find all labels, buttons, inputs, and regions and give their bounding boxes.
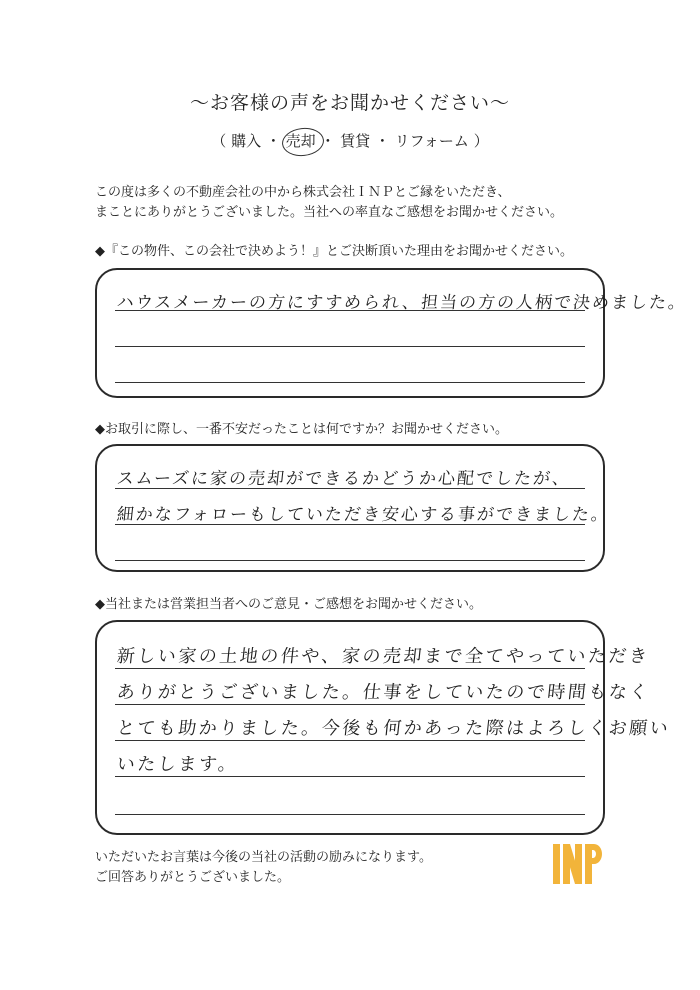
answer-rule (115, 776, 585, 777)
handwritten-answer-line: いたします。 (115, 754, 240, 775)
answer-rule (115, 560, 585, 561)
intro-text (95, 183, 563, 223)
intro-line-1: この度は多くの不動産会社の中から株式会社ＩＮＰとご縁をいただき、 (95, 185, 511, 200)
intro-line-2: まことにありがとうございました。当社への率直なご感想をお聞かせください。 (95, 205, 564, 220)
question-1-prompt: ◆『この物件、この会社で決めよう！』とご決断頂いた理由をお聞かせください。 (95, 244, 573, 259)
question-3-prompt: ◆当社または営業担当者へのご意見・ご感想をお聞かせください。 (95, 597, 482, 612)
answer-rule (115, 382, 585, 383)
answer-rule (115, 668, 585, 669)
question-2-answer-box (95, 444, 611, 572)
category-options: （ 購入 ・ 売却 ・ 賃貸 ・ リフォーム ） (211, 132, 489, 150)
handwritten-answer-line: 新しい家の土地の件や、家の売却まで全てやっていただき (115, 646, 651, 667)
handwritten-answer-line: スムーズに家の売却ができるかどうか心配でしたが、 (115, 469, 573, 489)
question-2-prompt: ◆お取引に際し、一番不安だったことは何ですか？お聞かせください。 (95, 422, 508, 437)
inp-logo (552, 840, 602, 888)
answer-rule (115, 346, 585, 347)
handwritten-answer-line: ハウスメーカーの方にすすめられ、担当の方の人柄で決めました。 (115, 293, 689, 313)
footer-text (95, 848, 432, 888)
handwritten-answer-line: 細かなフォローもしていただき安心する事ができました。 (115, 505, 611, 525)
footer-line-2: ご回答ありがとうございました。 (95, 870, 291, 885)
handwritten-answer-line: とても助かりました。今後も何かあった際はよろしくお願い (115, 718, 672, 739)
handwritten-answer-line: ありがとうございました。仕事をしていたので時間もなく (115, 682, 651, 703)
question-1-answer-box (95, 268, 689, 398)
answer-rule (115, 740, 585, 741)
footer-line-1: いただいたお言葉は今後の当社の活動の励みになります。 (95, 850, 432, 865)
question-3-answer-box (95, 620, 672, 835)
answer-rule (115, 814, 585, 815)
answer-rule (115, 704, 585, 705)
survey-title: ～お客様の声をお聞かせください～ (189, 92, 510, 114)
